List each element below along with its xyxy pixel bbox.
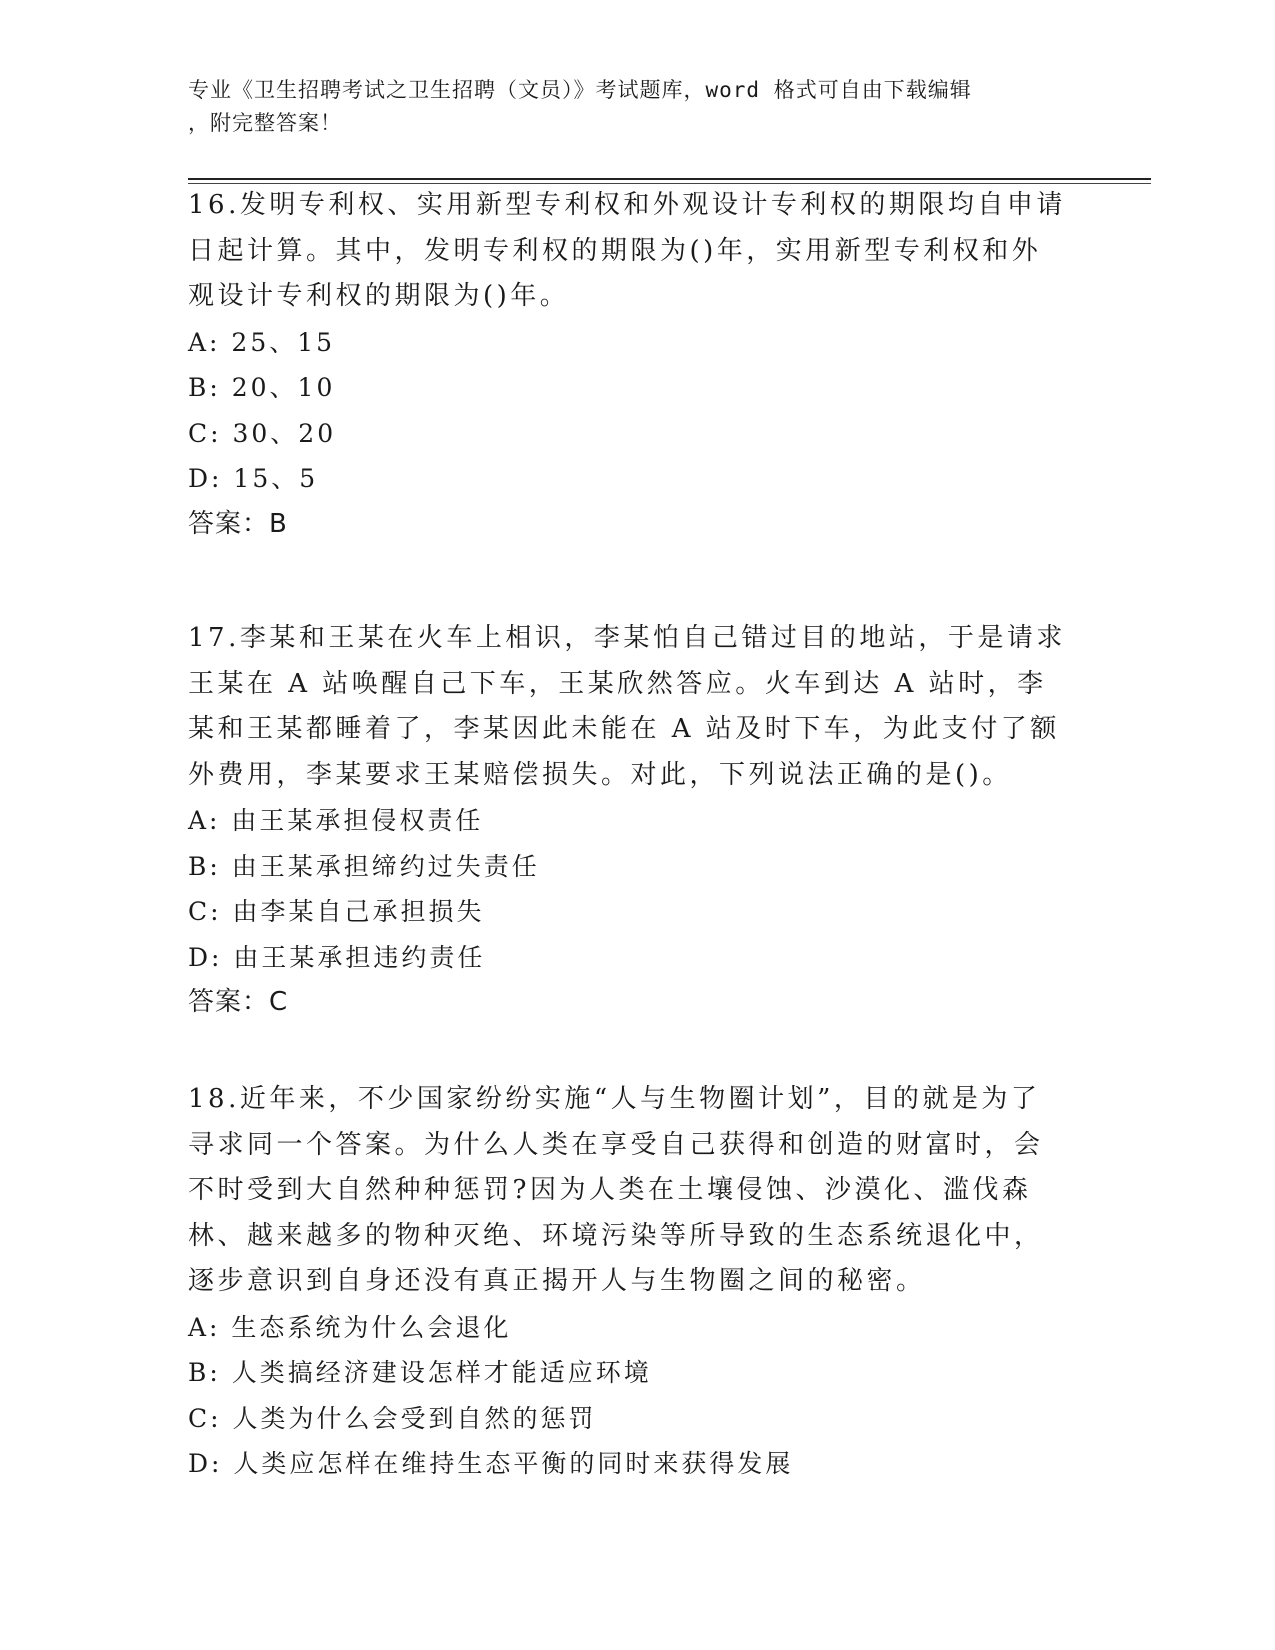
question-stem: 16.发明专利权、实用新型专利权和外观设计专利权的期限均自申请日起计算。其中，发明专利权的期限为()年，实用新型专利权和外观设计专利权的期限为()年。 [188, 190, 1066, 311]
answer-line: 答案：B [188, 508, 288, 539]
option-a: A: 25、15 [188, 327, 336, 357]
question-18 [188, 1077, 1068, 1487]
question-16 [188, 183, 1068, 547]
option-a: A: 由王某承担侵权责任 [188, 806, 484, 835]
question-stem: 17.李某和王某在火车上相识，李某怕自己错过目的地站，于是请求王某在 A 站唤醒自己下车，王某欣然答应。火车到达 A 站时，李某和王某都睡着了，李某因此未能在 A 站及时下车，为此支付了额外费用，李某要求王某赔偿损失。对此，下列说法正确的是()。 [188, 623, 1066, 790]
option-d: D: 人类应怎样在维持生态平衡的同时来获得发展 [188, 1449, 794, 1478]
header-divider-thick [188, 178, 1151, 180]
option-b: B: 20、10 [188, 373, 336, 402]
question-17 [188, 616, 1068, 1026]
option-b: B: 人类搞经济建设怎样才能适应环境 [188, 1358, 652, 1387]
option-d: D: 15、5 [188, 464, 319, 493]
option-d: D: 由王某承担违约责任 [188, 942, 486, 972]
option-a: A: 生态系统为什么会退化 [188, 1312, 512, 1342]
option-b: B: 由王某承担缔约过失责任 [188, 851, 540, 881]
option-c: C: 由李某自己承担损失 [188, 897, 485, 926]
question-stem: 18.近年来，不少国家纷纷实施“人与生物圈计划”，目的就是为了寻求同一个答案。为什么人类在享受自己获得和创造的财富时，会不时受到大自然种种惩罚?因为人类在土壤侵蚀、沙漠化、滥伐森林、越来越多的物种灭绝、环境污染等所导致的生态系统退化中，逐步意识到自身还没有真正揭开人与生物圈之间的秘密。 [188, 1084, 1044, 1296]
option-c: C: 30、20 [188, 418, 337, 448]
answer-line: 答案：C [188, 987, 289, 1017]
document-header: 专业《卫生招聘考试之卫生招聘（文员）》考试题库，word 格式可自由下载编辑 ，附完整答案！ [188, 78, 972, 135]
option-c: C: 人类为什么会受到自然的惩罚 [188, 1403, 597, 1433]
